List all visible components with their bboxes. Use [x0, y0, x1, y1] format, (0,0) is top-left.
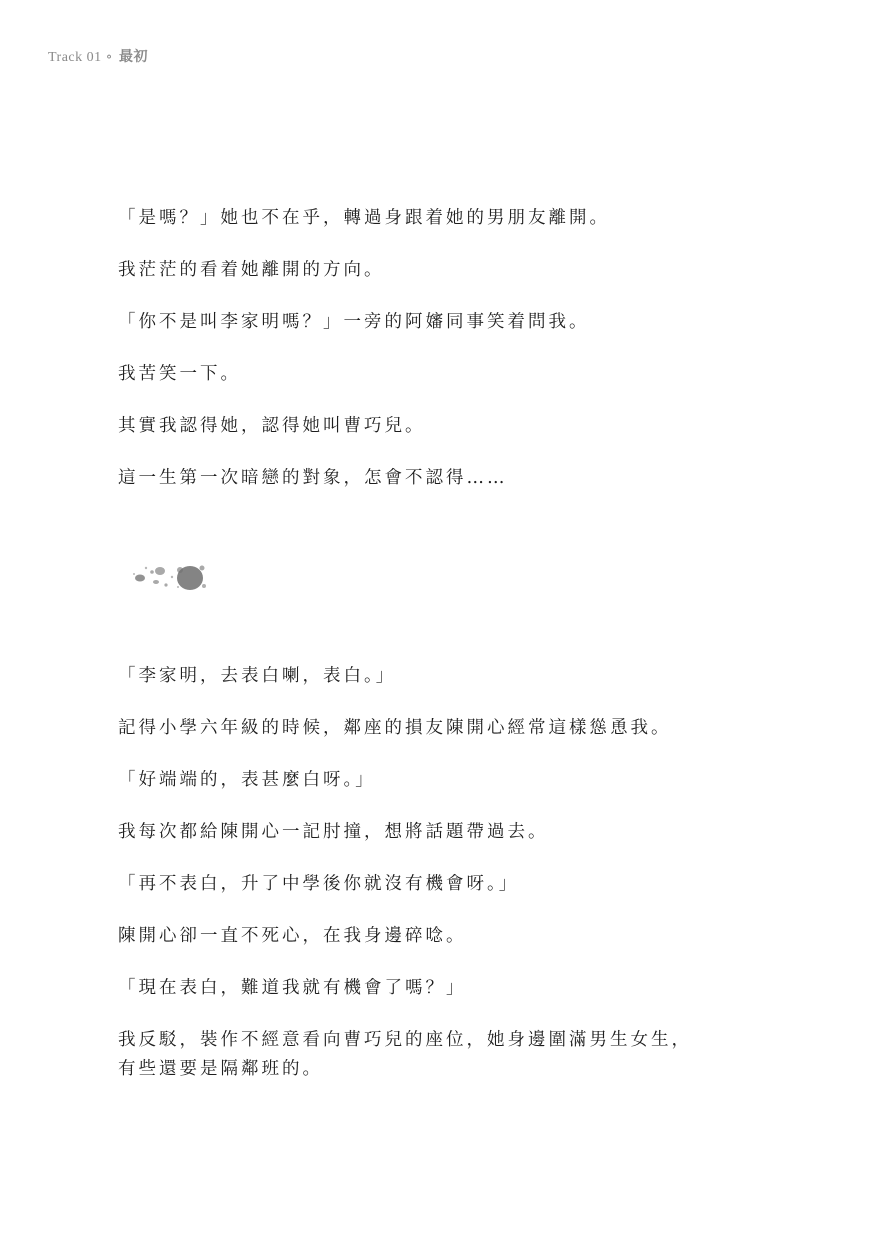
- paragraph: 這一生第一次暗戀的對象，怎會不認得……: [118, 468, 508, 488]
- track-label: Track 01 ∘: [48, 50, 114, 65]
- paragraph: 「李家明，去表白喇，表白。」: [118, 666, 397, 686]
- paragraph: 「現在表白，難道我就有機會了嗎？」: [118, 978, 467, 998]
- paragraph: 「你不是叫李家明嗎？」一旁的阿嬸同事笑着問我。: [118, 312, 590, 332]
- scene-break: [130, 560, 698, 598]
- paragraph: 其實我認得她，認得她叫曹巧兒。: [118, 416, 426, 436]
- chapter-title: 最初: [119, 50, 149, 65]
- paragraph: 我反駁，裝作不經意看向曹巧兒的座位，她身邊圍滿男生女生，有些還要是隔鄰班的。: [118, 1030, 692, 1079]
- paragraph: 記得小學六年級的時候，鄰座的損友陳開心經常這樣慫恿我。: [118, 718, 672, 738]
- ink-splatter-icon: [130, 560, 220, 598]
- running-header: [48, 46, 148, 66]
- page-content: [118, 204, 698, 1084]
- paragraph: 我茫茫的看着她離開的方向。: [118, 260, 385, 280]
- paragraph: 我苦笑一下。: [118, 364, 241, 384]
- paragraph: 陳開心卻一直不死心，在我身邊碎唸。: [118, 926, 467, 946]
- paragraph: 我每次都給陳開心一記肘撞，想將話題帶過去。: [118, 822, 549, 842]
- paragraph: 「好端端的，表甚麼白呀。」: [118, 770, 376, 790]
- paragraph: 「是嗎？」她也不在乎，轉過身跟着她的男朋友離開。: [118, 208, 610, 228]
- paragraph: 「再不表白，升了中學後你就沒有機會呀。」: [118, 874, 520, 894]
